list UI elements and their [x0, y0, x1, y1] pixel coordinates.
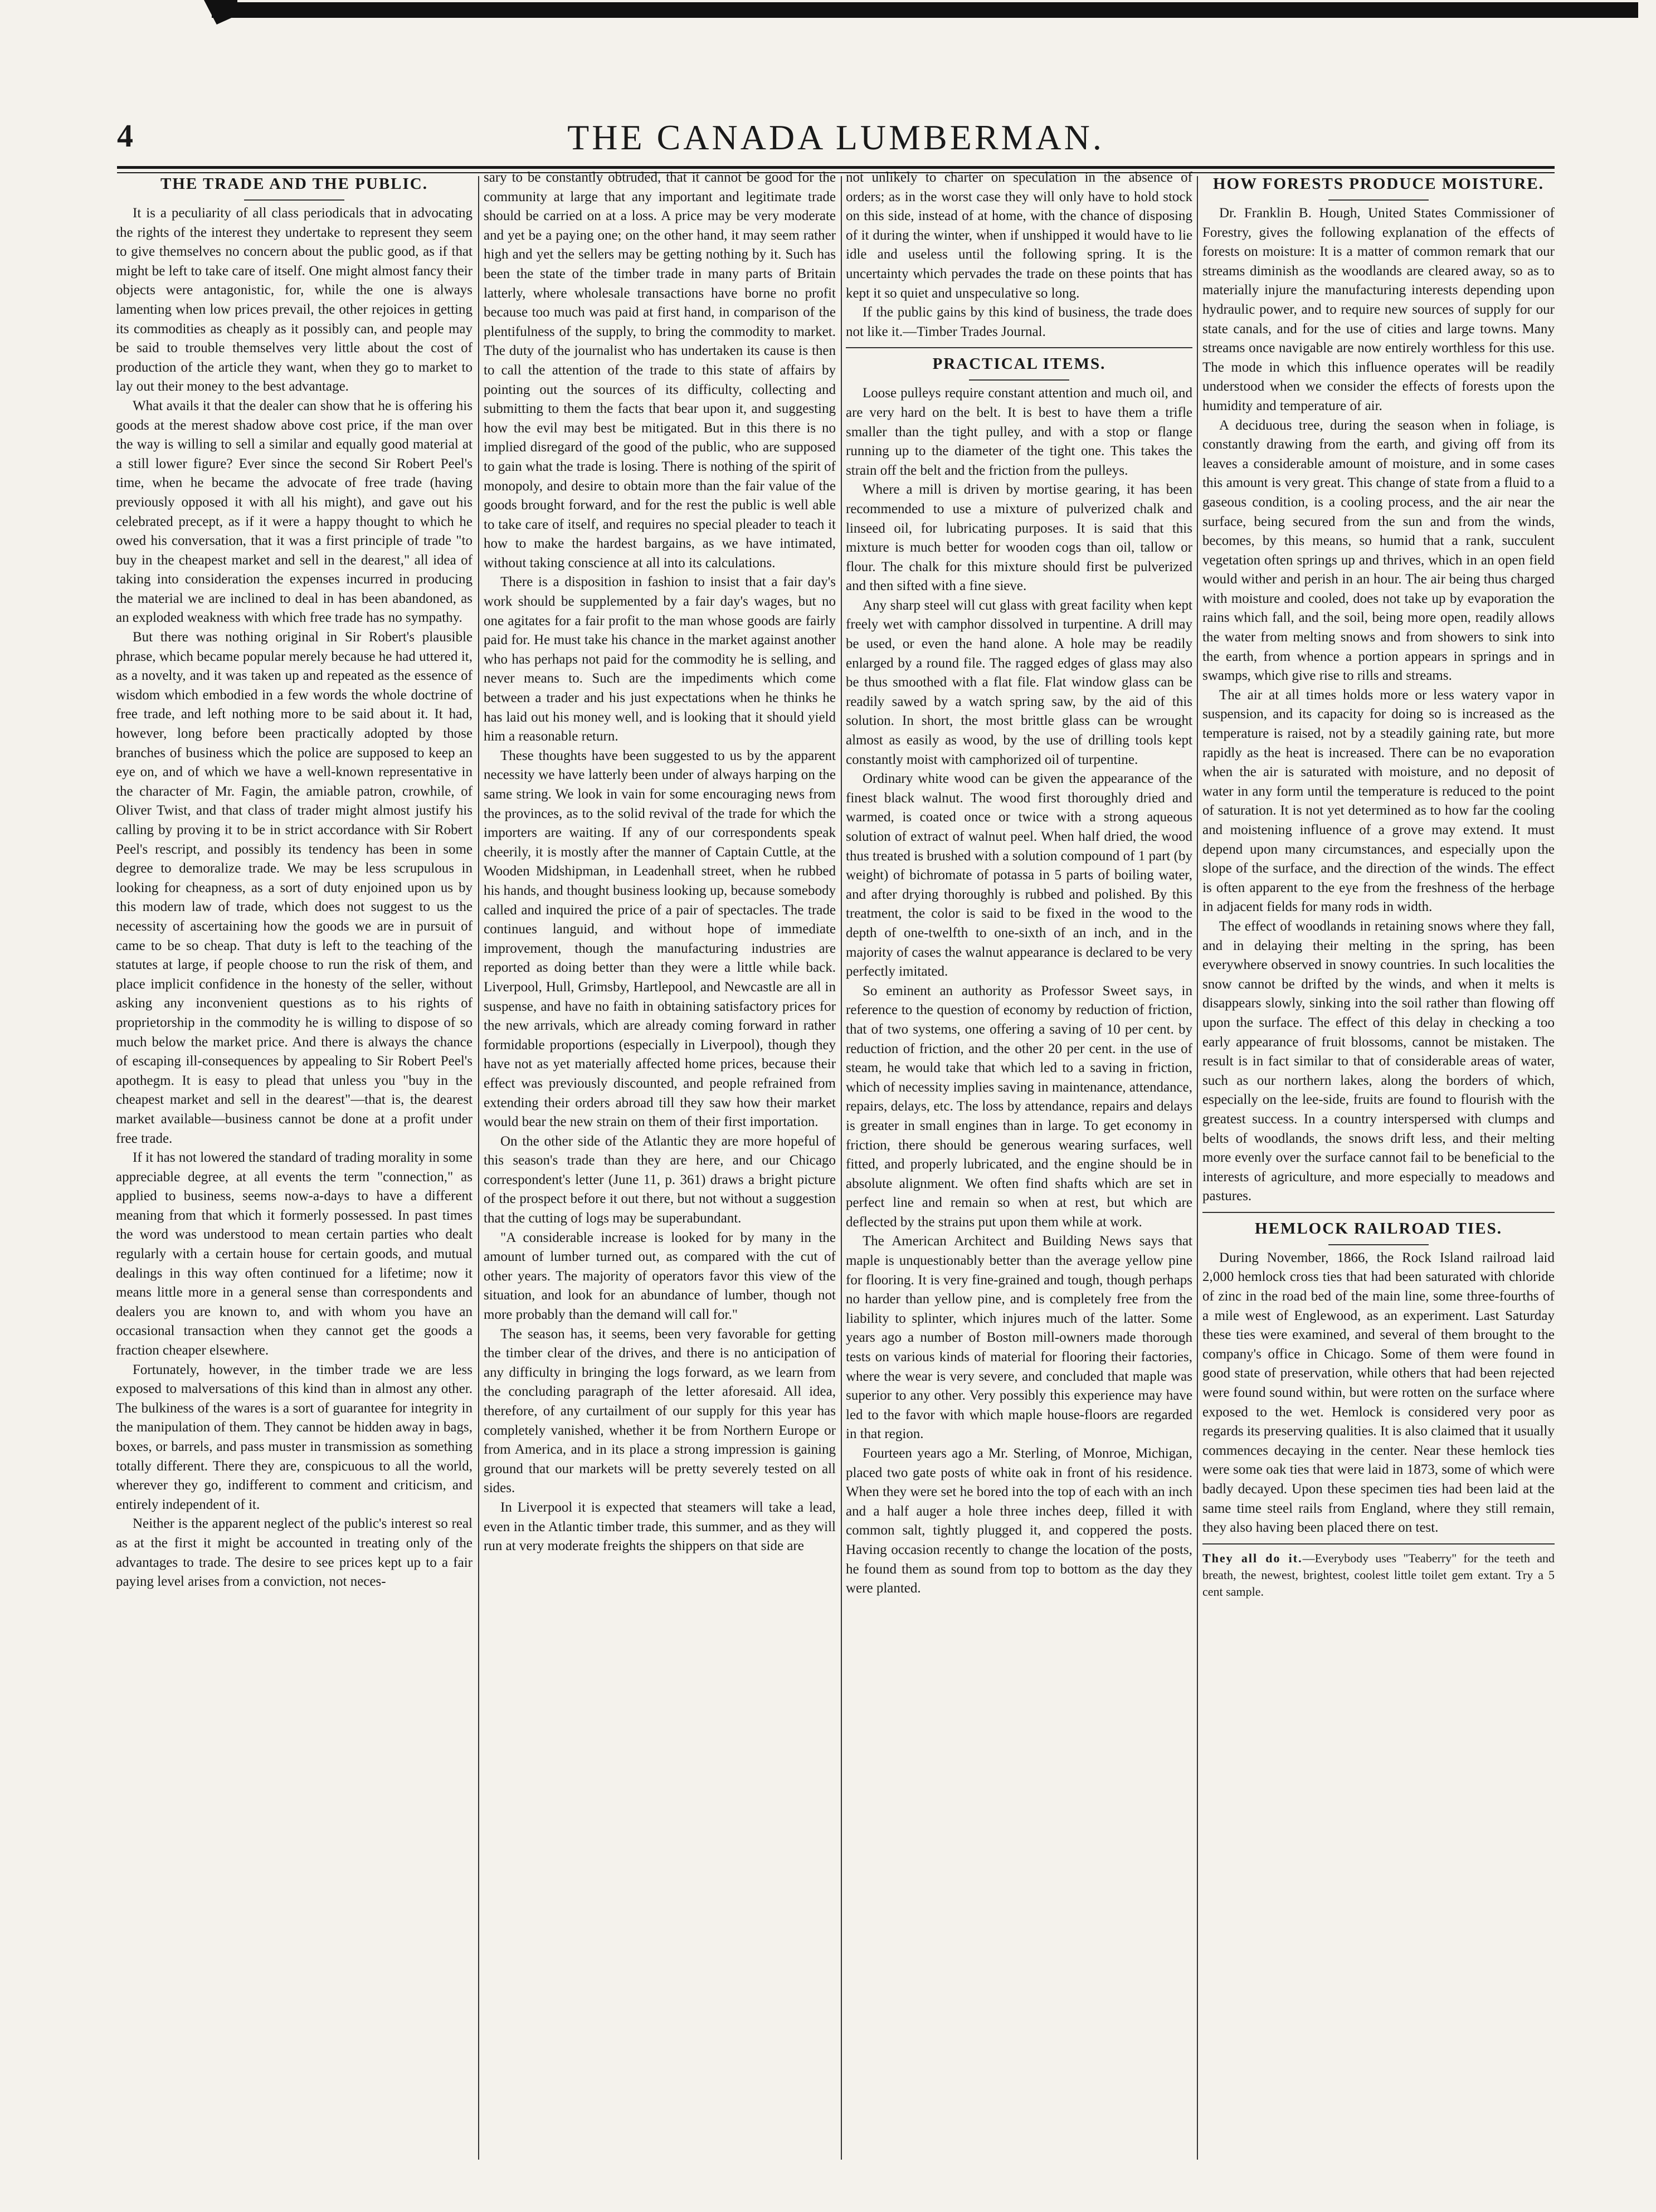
section-divider — [1202, 1212, 1555, 1213]
paragraph: There is a disposition in fashion to insist that a fair day's work should be supplemented by a fair day's wages, but no one agitates for a fair profit to the man whose goods are fairly paid for. He must take his chance in the market against another who has perhaps not paid for the commodity he is selling, and never means to. Such are the impediments which come between a trader and his just expectations when he thinks he has laid out his money well, and is looking that it should yield him a reasonable return. — [484, 574, 836, 744]
paper-title: THE CANADA LUMBERMAN. — [567, 118, 1104, 157]
paragraph: sary to be constantly obtruded, that it cannot be good for the community at large that any important and legitimate trade should be carried on at a loss. A price may be very moderate and yet be a paying one; on the other hand, it may seem rather high and yet the sellers may be getting nothing by it. Such has been the state of the timber trade in many parts of Britain latterly, where wholesale transactions have borne no profit because too much was paid at first hand, in comparison of the plentifulness of the supply, to bring the commodity to market. The duty of the journalist who has undertaken its cause is then to call the attention of the trade to this state of affairs by pointing out the sources of its difficulty, collecting and submitting to them the facts that bear upon it, and suggesting how the evil may best be mitigated. But in this there is no implied disregard of the good of the public, who are supposed to gain what the trade is losing. There is nothing of the spirit of monopoly, and desire to obtain more than the fair value of the goods brought forward, and for the rest the public is well able to take care of itself, and requires no special pleader to teach it how to make the hardest bargains, as we have intimated, without taking conscience at all into its calculations. — [484, 170, 836, 571]
ad-text: —Everybody uses "Teaberry" for the teeth and breath, the newest, brightest, coolest little toilet gem extant. Try a 5 cent sample. — [1202, 1551, 1555, 1599]
paragraph: But there was nothing original in Sir Robert's plausible phrase, which became popular merely because he had uttered it, as a novelty, and it was taken up and repeated as the essence of wisdom which embodied in a few words the whole doctrine of free trade, and left nothing more to be said about it. It had, however, long before been practically adopted by those branches of business which the police are supposed to keep an eye on, and of which we have a well-known representative in the character of Mr. Fagin, the amiable patron, crowhile, of Oliver Twist, and that class of trader might almost justify his calling by proving it to be in strict accordance with Sir Robert Peel's rescript, and possibly its tendency has been in some degree to demoralize trade. We may be less scrupulous in looking for cheapness, as a sort of duty enjoined upon us by this modern law of trade, which does not suggest to us the necessity of ascertaining how the goods we are in pursuit of came to be so cheap. That duty is left to the teaching of the statutes at large, if people choose to run the risk of them, and place implicit confidence in the honesty of the seller, without asking any inconvenient questions as to his rights of proprietorship in the commodity he is willing to dispose of so much below the market price. And there is always the chance of escaping ill-consequences by appealing to Sir Robert Peel's apothegm. It is easy to plead that unless you "buy in the cheapest market and sell in the dearest"—that is, the dearest market available—business cannot be done at a profit under free trade. — [116, 630, 473, 1146]
paragraph: If it has not lowered the standard of trading morality in some appreciable degree, at all events the term "connection," as applied to business, seems now-a-days to have a different meaning from that which it formerly possessed. In past times the word was understood to mean certain parties who dealt regularly with a certain house for certain goods, and mutual dealings in this way often continued for a lifetime; now it means little more in a general sense than correspondents and dealers you are known to, and with whom you have an occasional transaction when they cannot get the goods a fraction cheaper elsewhere. — [116, 1150, 473, 1358]
paragraph: Dr. Franklin B. Hough, United States Commissioner of Forestry, gives the following explanation of the effects of forests on moisture: It is a matter of common remark that our streams diminish as the woodlands are cleared away, so as to materially injure the manufacturing interests depending upon hydraulic power, and to require new sources of supply for our state canals, and for the use of cities and large towns. Many streams once navigable are now entirely worthless for this use. The mode in which this influence operates will be readily understood when we consider the effects of forests upon the humidity and temperature of air. — [1202, 206, 1555, 413]
paragraph: So eminent an authority as Professor Sweet says, in reference to the question of economy by reduction of friction, that of two systems, one offering a saving of 10 per cent. by reduction of friction, and the other 20 per cent. in the use of steam, he would take that which led to a saving in friction, which of necessity implies saving in maintenance, attendance, repairs, delays, etc. The loss by attendance, repairs and delays is greater in small engines than in large. To get economy in friction, there should be generous wearing surfaces, well fitted, and properly lubricated, and the engine should be in absolute alignment. We often find shafts which are set in perfect line and remain so when at rest, but which are deflected by the strains put upon them while at work. — [846, 983, 1192, 1230]
page-number: 4 — [117, 118, 133, 154]
column-rule-1 — [478, 176, 479, 2160]
paragraph: The effect of woodlands in retaining snows where they fall, and in delaying their melting in the spring, has been everywhere observed in snowy countries. In such localities the snow cannot be drifted by the winds, and when it melts is disappears slowly, sinking into the soil rather than flowing off upon the surface. The effect of this delay in checking a too early appearance of fruit blossoms, cannot be mistaken. The result is in fact similar to that of considerable areas of water, such as our northern lakes, along the borders of which, especially on the lee-side, fruits are found to flourish with the greatest success. In a country interspersed with clumps and belts of woodlands, the snows drift less, and their melting more evenly over the surface cannot fail to be beneficial to the interests of agriculture, and more especially to meadows and pastures. — [1202, 918, 1555, 1204]
paragraph: Where a mill is driven by mortise gearing, it has been recommended to use a mixture of pulverized chalk and linseed oil, for lubricating purposes. It is said that this mixture is much better for wooden cogs than oil, tallow or flour. The chalk for this mixture should first be pulverized and then sifted with a fine sieve. — [846, 482, 1192, 594]
title-underline — [1328, 1244, 1429, 1245]
section-divider — [846, 347, 1192, 348]
column-4 — [1202, 173, 1555, 2167]
article-title-hemlock-ties: HEMLOCK RAILROAD TIES. — [1255, 1219, 1502, 1237]
paragraph: If the public gains by this kind of business, the trade does not like it.—Timber Trades Journal. — [846, 305, 1192, 339]
paragraph: These thoughts have been suggested to us by the apparent necessity we have latterly been under of always harping on the same string. We look in vain for some encouraging news from the provinces, as to the solid revival of the trade for which the importers are waiting. If any of our correspondents speak cheerily, it is mostly after the manner of Captain Cuttle, at the Wooden Midshipman, in Leadenhall street, when he rubbed his hands, and thought business looking up, because somebody called and inquired the price of a pair of spectacles. The trade continues languid, and without hope of immediate improvement, though the manufacturing industries are reported as doing better than they were a little while back. Liverpool, Hull, Grimsby, Hartlepool, and Newcastle are all in suspense, and have no faith in obtaining satisfactory prices for the new arrivals, which are already coming forward in rather formidable proportions (especially in Liverpool), though they have not as yet materially affected home prices, because their effect was previously discounted, and people refrained from extending their orders abroad till they saw how their market would bear the new strain on them of their first importation. — [484, 748, 836, 1130]
paragraph: The air at all times holds more or less watery vapor in suspension, and its capacity for doing so is increased as the temperature is raised, not by a steadily gaining rate, but more rapidly as the heat is increased. There can be no evaporation when the air is saturated with moisture, and no deposit of water in any form until the temperature is reduced to the point of saturation. It is not yet determined as to how far the cooling and moistening influence of a grove may extend. It must depend upon many circumstances, and especially upon the slope of the surface, and the direction of the winds. The effect is often apparent to the eye from the freshness of the herbage in adjacent fields for many rods in width. — [1202, 687, 1555, 915]
section-divider — [1202, 1543, 1555, 1544]
paragraph: Loose pulleys require constant attention and much oil, and are very hard on the belt. It is best to have them a trifle smaller than the tight pulley, and with a stop or flange running up to the diameter of the tight one. This takes the strain off the belt and the friction from the pulleys. — [846, 386, 1192, 478]
paragraph: A deciduous tree, during the season when in foliage, is constantly drawing from the earth, and giving off from its leaves a considerable amount of moisture, and in some cases this amount is very great. This change of state from a fluid to a gaseous condition, is a cooling process, and the air near the surface, being secured from the sun and from the winds, becomes, by this means, so humid that a rank, succulent vegetation often springs up and thrives, which in an open field would wither and perish in an hour. The air being thus charged with moisture and cooled, does not take up by evaporation the rains which fall, and the soil, being more open, readily allows the water from melting snows and from showers to sink into the earth, from whence a portion appears in springs and in swamps, which give rise to rills and streams. — [1202, 417, 1555, 684]
article-title-trade-and-public: THE TRADE AND THE PUBLIC. — [160, 175, 428, 193]
masthead-rule-thick — [117, 166, 1555, 169]
paragraph: Any sharp steel will cut glass with great facility when kept freely wet with camphor dissolved in turpentine. A drill may be used, or even the hand alone. A hole may be readily enlarged by a round file. The ragged edges of glass may also be thus smoothed with a flat file. Flat window glass can be readily sawed by a watch spring saw, by the aid of this solution. In short, the most brittle glass can be wrought almost as easily as wood, by the use of drilling tools kept constantly moist with camphorized oil of turpentine. — [846, 597, 1192, 767]
column-rule-2 — [841, 176, 842, 2160]
paragraph: Fourteen years ago a Mr. Sterling, of Monroe, Michigan, placed two gate posts of white oak in front of his residence. When they were set he bored into the top of each with an inch and a half auger a hole three inches deep, filled it with common salt, tightly plugged it, and coppered the posts. Having occasion recently to change the location of the posts, he found them as sound from top to bottom as the day they were planted. — [846, 1446, 1192, 1596]
article-title-practical-items: PRACTICAL ITEMS. — [932, 355, 1106, 373]
title-underline — [244, 199, 344, 201]
paragraph: During November, 1866, the Rock Island railroad laid 2,000 hemlock cross ties that had been saturated with chloride of zinc in the road bed of the main line, some three-fourths of a mile west of Englewood, as an experiment. Last Saturday these ties were examined, and several of them brought to the company's office in Chicago. Some of them were found in good state of preservation, while others that had been rejected were found sound within, but were rotten on the surface where exposed to the wet. Hemlock is considered very poor as regards its preserving qualities. It is also claimed that it usually commences decaying in the center. Near these hemlock ties were some oak ties that were laid in 1873, some of which were badly decayed. Upon these specimen ties had been laid at the same time steel rails from England, where they still remain, they also having been placed there on test. — [1202, 1250, 1555, 1536]
masthead — [117, 117, 1555, 167]
column-rule-3 — [1197, 176, 1198, 2160]
paragraph: The season has, it seems, been very favorable for getting the timber clear of the drives, and there is no anticipation of any difficulty in bringing the logs forward, as we learn from the concluding paragraph of the letter aforesaid. All idea, therefore, of any curtailment of our supply for this year has completely vanished, whether it be from Northern Europe or from America, and in its place a strong impression is gaining ground that our markets will be pretty severely tested on all sides. — [484, 1326, 836, 1496]
column-1 — [116, 173, 473, 2167]
teaberry-advertisement — [1202, 1550, 1555, 1600]
paragraph: "A considerable increase is looked for by many in the amount of lumber turned out, as compared with the cut of other years. The majority of operators favor this view of the situation, and look for an abundance of lumber, though not more probably than the demand will call for." — [484, 1230, 836, 1323]
article-title-forests-moisture: HOW FORESTS PRODUCE MOISTURE. — [1212, 175, 1545, 193]
top-edge-bar — [212, 2, 1638, 18]
title-underline — [969, 379, 1069, 381]
paragraph: Ordinary white wood can be given the appearance of the finest black walnut. The wood first thoroughly dried and warmed, is coated once or twice with a strong aqueous solution of extract of walnut peel. When half dried, the wood thus treated is brushed with a solution compound of 1 part (by weight) of bichromate of potassa in 5 parts of boiling water, and after drying thoroughly is rubbed and polished. By this treatment, the color is said to be fixed in the wood to the depth of one-twelfth to one-sixth of an inch, and in the majority of cases the walnut appearance is declared to be very perfectly imitated. — [846, 771, 1192, 980]
column-2 — [484, 168, 836, 2163]
paragraph: The American Architect and Building News says that maple is unquestionably better than the average yellow pine for flooring. It is very fine-grained and tough, though perhaps no harder than yellow pine, and is completely free from the liability to splinter, which injures much of the latter. Some years ago a number of Boston mill-owners made thorough tests on various kinds of material for flooring their factories, where the wear is very severe, and concluded that maple was superior to any other. Very possibly this experience may have led to the favor with which maple house-floors are regarded in that region. — [846, 1234, 1192, 1442]
paragraph: On the other side of the Atlantic they are more hopeful of this season's trade than they are here, and our Chicago correspondent's letter (June 11, p. 361) draws a bright picture of the prospect before it out there, but not without a suggestion that the cutting of logs may be superabundant. — [484, 1133, 836, 1226]
ad-lead: They all do it. — [1202, 1551, 1303, 1565]
title-underline — [1328, 199, 1429, 201]
paragraph: It is a peculiarity of all class periodicals that in advocating the rights of the interest they undertake to represent they seem to give themselves no concern about the public good, as if that might be left to take care of itself. One might almost fancy their objects were antagonistic, for, while the one is always lamenting when low prices prevail, the other rejoices in getting its commodities as cheaply as it possibly can, and people may be said to trouble themselves very little about the cost of production of the article they want, when they go to market to lay out their money to the best advantage. — [116, 206, 473, 394]
paragraph: In Liverpool it is expected that steamers will take a lead, even in the Atlantic timber trade, this summer, and as they will run at very moderate freights the shippers on that side are — [484, 1499, 836, 1554]
paragraph: What avails it that the dealer can show that he is offering his goods at the merest shadow above cost price, if the man over the way is willing to sell a similar and equally good material at a still lower figure? Ever since the second Sir Robert Peel's time, when he became the advocate of free trade (having previously opposed it with all his might), and gave out his celebrated precept, as if it were a happy thought to which he owed his conversation, that it was a first principle of trade "to buy in the cheapest market and sell in the dearest," all idea of taking into consideration the expenses incurred in producing the material we are inclined to deal in has been abandoned, as an exploded weakness with which free trade has no sympathy. — [116, 398, 473, 626]
paragraph: Fortunately, however, in the timber trade we are less exposed to malversations of this kind than in almost any other. The bulkiness of the wares is a sort of guarantee for integrity in the manipulation of them. They cannot be hidden away in bags, boxes, or barrels, and pass muster in transmission as something totally different. There they are, conspicuous to all the world, wherever they go, indifferent to comment and criticism, and entirely independent of it. — [116, 1362, 473, 1512]
paragraph: not unlikely to charter on speculation in the absence of orders; as in the worst case they will only have to hold stock on this side, instead of at home, with the chance of disposing of it during the winter, when if unshipped it would have to lie idle and useless until the following spring. It is the uncertainty which pervades the trade on these points that has kept it so quiet and unspeculative so long. — [846, 170, 1192, 301]
paragraph: Neither is the apparent neglect of the public's interest so real as at the first it might be accounted in treating only of the advantages to trade. The desire to see prices kept up to a fair paying level arises from a conviction, not neces- — [116, 1516, 473, 1590]
column-3 — [846, 168, 1192, 2163]
